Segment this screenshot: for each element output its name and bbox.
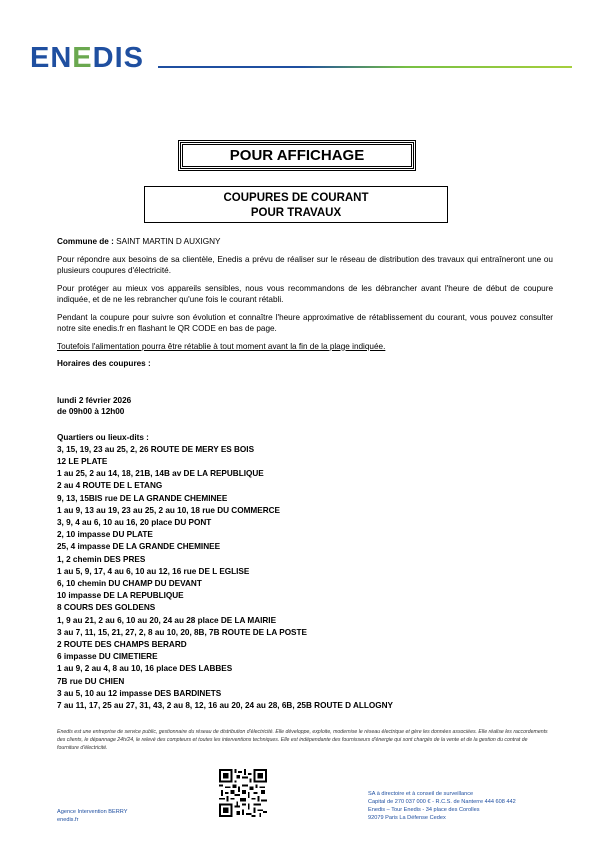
list-item: 6 impasse DU CIMETIERE [57, 652, 158, 662]
list-item: 1 au 9, 2 au 4, 8 au 10, 16 place DES LABBES [57, 664, 233, 674]
paragraph-intro: Pour répondre aux besoins de sa clientèle, Enedis a prévu de réaliser sur le réseau de distribution des travaux qui entraîneront une ou plusieurs coupures d'électricité. [57, 254, 553, 275]
list-item: 1 au 9, 13 au 19, 23 au 25, 2 au 10, 18 rue DU COMMERCE [57, 505, 280, 515]
footer-right [368, 790, 516, 822]
outage-time: de 09h00 à 12h00 [57, 407, 125, 416]
list-item: 8 COURS DES GOLDENS [57, 603, 156, 613]
enedis-logo: ENEDIS [30, 42, 144, 74]
commune-value: SAINT MARTIN D AUXIGNY [116, 237, 221, 246]
company-legal-line1: SA à directoire et à conseil de surveillance [368, 791, 474, 797]
list-item: 10 impasse DE LA REPUBLIQUE [57, 591, 184, 601]
list-item: 25, 4 impasse DE LA GRANDE CHEMINEE [57, 542, 221, 552]
list-item: 3 au 5, 10 au 12 impasse DES BARDINETS [57, 688, 222, 698]
company-address-line2: 92079 Paris La Défense Cedex [368, 815, 446, 821]
horaires-label: Horaires des coupures : [57, 359, 151, 368]
list-item: 3, 9, 4 au 6, 10 au 16, 20 place DU PONT [57, 517, 212, 527]
list-item: 2 ROUTE DES CHAMPS BERARD [57, 639, 187, 649]
lieux-label: Quartiers ou lieux-dits : [57, 432, 149, 442]
list-item: 6, 10 chemin DU CHAMP DU DEVANT [57, 578, 202, 588]
footer-left [57, 808, 127, 824]
outage-schedule [57, 395, 553, 418]
list-item: 7B rue DU CHIEN [57, 676, 125, 686]
footer-legal-note: Enedis est une entreprise de service public, gestionnaire du réseau de distribution d'électricité. Elle développe, exploite, modernise le réseau électrique et gère les données associées. Elle réalise les raccordements des clients, le dépannage 24h/24, le relevé des compteurs et toutes les interventions techniques. Elle est indépendante des fournisseurs d'énergie qui sont chargés de la vente et de la gestion du contrat de fourniture d'électricité. [57, 729, 548, 751]
lieux-list [57, 432, 553, 713]
outage-date: lundi 2 février 2026 [57, 395, 132, 405]
commune-line [57, 236, 553, 248]
title-line2: POUR TRAVAUX [250, 207, 342, 219]
site-link[interactable]: enedis.fr [57, 817, 79, 823]
list-item: 3 au 7, 11, 15, 21, 27, 2, 8 au 10, 20, 8B, 7B ROUTE DE LA POSTE [57, 627, 307, 637]
paragraph-follow: Pendant la coupure pour suivre son évolution et connaître l'heure approximative de rétablissement du courant, vous pouvez consulter notre site enedis.fr en flashant le QR CODE en bas de page. [57, 312, 553, 333]
company-address-line1: Enedis – Tour Enedis - 34 place des Corolles [368, 807, 480, 813]
list-item: 12 LE PLATE [57, 456, 108, 466]
list-item: 3, 15, 19, 23 au 25, 2, 26 ROUTE DE MERY ES BOIS [57, 444, 255, 454]
main-content [57, 236, 553, 712]
list-item: 1 au 5, 9, 17, 4 au 6, 10 au 12, 16 rue DE L EGLISE [57, 566, 250, 576]
list-item: 9, 13, 15BIS rue DE LA GRANDE CHEMINEE [57, 493, 228, 503]
warning-text: Toutefois l'alimentation pourra être rétablie à tout moment avant la fin de la plage indiquée. [57, 341, 386, 351]
list-item: 7 au 11, 17, 25 au 27, 31, 43, 2 au 8, 12, 16 au 20, 24 au 28, 6B, 25B ROUTE D ALLOGNY [57, 700, 394, 710]
list-item: 2 au 4 ROUTE DE L ETANG [57, 481, 163, 491]
qr-code-icon[interactable] [219, 769, 267, 817]
agency-name: Agence Intervention BERRY [57, 809, 128, 815]
list-item: 1, 9 au 21, 2 au 6, 10 au 20, 24 au 28 place DE LA MAIRIE [57, 615, 277, 625]
company-legal-line2: Capital de 270 037 000 € - R.C.S. de Nanterre 444 608 442 [368, 799, 516, 805]
list-item: 2, 10 impasse DU PLATE [57, 530, 153, 540]
commune-label: Commune de : [57, 237, 114, 246]
title-line1: COUPURES DE COURANT [223, 192, 369, 204]
pour-affichage-box: POUR AFFICHAGE [180, 142, 414, 169]
list-item: 1 au 25, 2 au 14, 18, 21B, 14B av DE LA REPUBLIQUE [57, 469, 264, 479]
list-item: 1, 2 chemin DES PRES [57, 554, 146, 564]
paragraph-protect: Pour protéger au mieux vos appareils sensibles, nous vous recommandons de les débrancher avant l'heure de début de coupure indiquée, et de ne les rebrancher qu'une fois le courant rétabli. [57, 283, 553, 304]
title-box [144, 186, 448, 223]
header-gradient-line [158, 66, 572, 68]
